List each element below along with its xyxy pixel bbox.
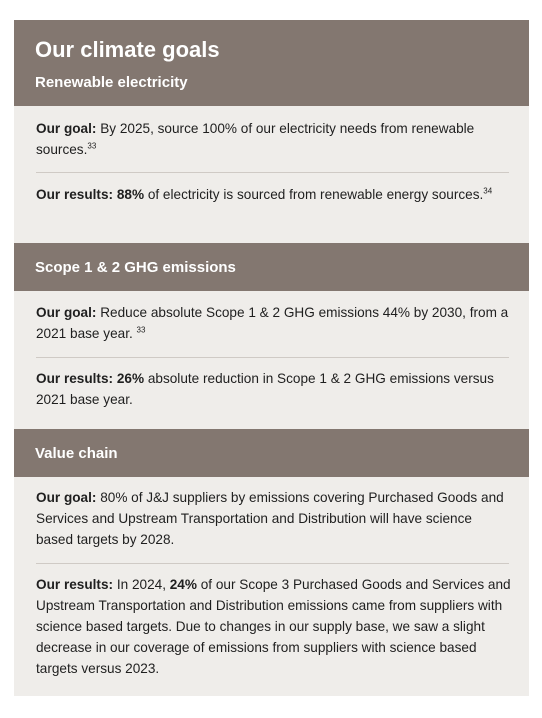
header-renewable-electricity (14, 20, 529, 106)
goal-text: 80% of J&J suppliers by emissions covering Purchased Goods and Services and Upstream Transportation and Distribution will have science based targets by 2028. (36, 490, 504, 547)
climate-goals-card (14, 20, 529, 696)
footnote-ref: 33 (136, 325, 146, 335)
goal-label: Our goal: (36, 490, 97, 505)
section-heading-renewable-electricity: Renewable electricity (35, 74, 188, 91)
header-value-chain (14, 429, 529, 477)
goal-text: By 2025, source 100% of our electricity needs from renewable sources. (36, 121, 475, 157)
results-highlight: 24% (169, 577, 197, 592)
section-heading-scope-emissions: Scope 1 & 2 GHG emissions (35, 259, 236, 276)
goal-label: Our goal: (36, 305, 97, 320)
results-scope-emissions (36, 368, 512, 410)
results-renewable-electricity (36, 184, 512, 205)
header-scope-emissions (14, 243, 529, 291)
goal-scope-emissions (36, 302, 512, 344)
footnote-ref: 34 (483, 186, 493, 196)
goal-text: Reduce absolute Scope 1 & 2 GHG emissions 44% by 2030, from a 2021 base year. (36, 305, 509, 341)
goal-label: Our goal: (36, 121, 97, 136)
divider (36, 172, 509, 173)
goal-value-chain (36, 487, 512, 550)
results-label: Our results: (36, 187, 114, 202)
results-label: Our results: (36, 371, 114, 386)
results-highlight: 26% (113, 371, 145, 386)
results-pre: In 2024, (113, 577, 170, 592)
divider (36, 563, 509, 564)
page-title: Our climate goals (35, 37, 220, 62)
goal-renewable-electricity (36, 118, 512, 160)
results-value-chain (36, 574, 512, 679)
results-highlight: 88% (113, 187, 145, 202)
results-text: absolute reduction in Scope 1 & 2 GHG emissions versus 2021 base year. (36, 371, 494, 407)
results-text: of our Scope 3 Purchased Goods and Services and Upstream Transportation and Distribution emissions came from suppliers with science based targets. Due to changes in our supply base, we saw a slight decrease in our coverage of emissions from suppliers with science based targets versus 2023. (36, 577, 511, 676)
section-heading-value-chain: Value chain (35, 445, 118, 462)
results-text: of electricity is sourced from renewable energy sources. (144, 187, 484, 202)
results-label: Our results: (36, 577, 114, 592)
footnote-ref: 33 (87, 141, 97, 151)
divider (36, 357, 509, 358)
